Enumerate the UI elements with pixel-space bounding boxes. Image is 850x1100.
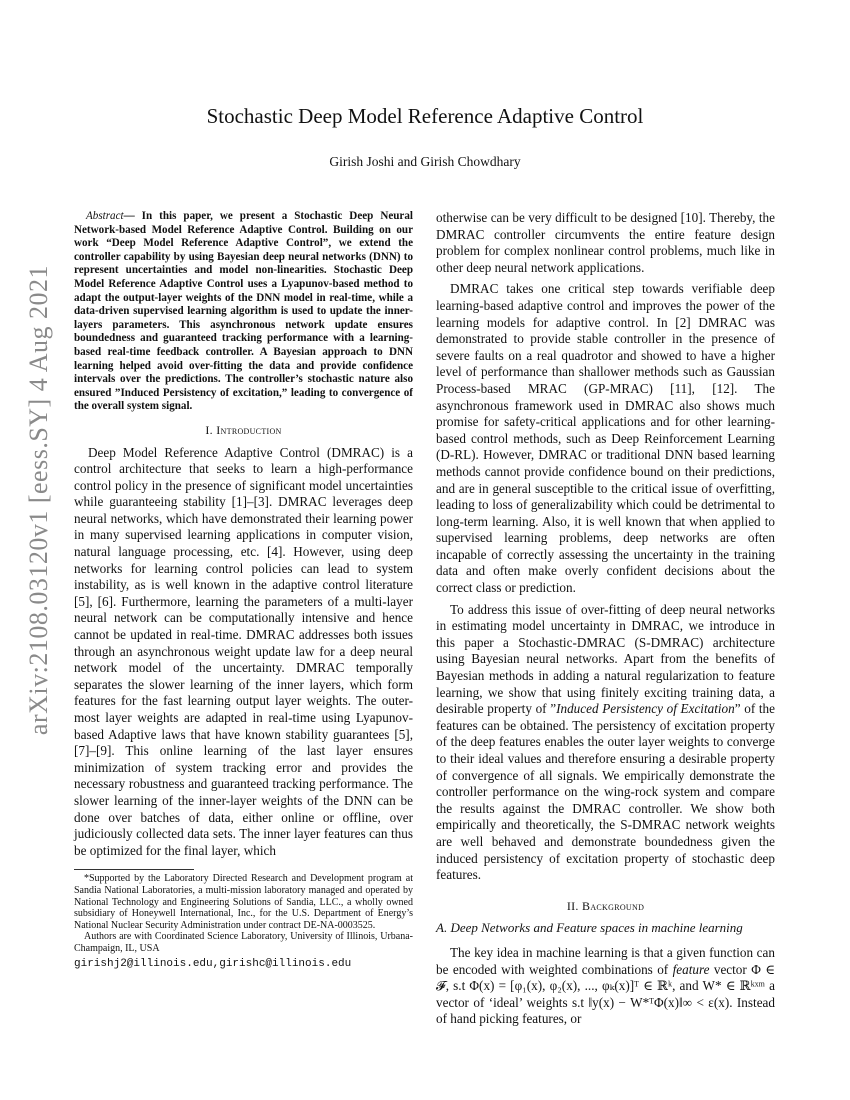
paragraph-text: ” of the features can be obtained. The persistency of excitation property of the deep features enables the outer layer weights to converge to their ideal values and therefore ensuring a desirable property of convergence of all signals. We empirically demonstrate the controller performance on the wing-rock system and compare the results against the DMRAC controller. We show both empirically and theoretically, the S-DMRAC network weights are well behaved and demonstrate boundedness given the induced persistency of excitation property of stochastic deep features. (436, 701, 776, 883)
arxiv-id-text: arXiv:2108.03120v1 [eess.SY] 4 Aug 2021 (24, 264, 54, 736)
section-heading-introduction: I. Introduction (205, 422, 282, 437)
subsection-heading: A. Deep Networks and Feature spaces in machine learning (436, 920, 743, 936)
left-column (74, 210, 413, 972)
paragraph-text: To address this issue of over-fitting of deep neural networks in estimating model uncertainty in DMRAC, we introduce in this paper a Stochastic-DMRAC (S-DMRAC) architecture using Bayesian neural networks. Apart from the benefits of Bayesian methods in adding a natural regularization to feature learning, we show that using finitely exciting training data, a desirable property of ” (436, 601, 775, 717)
paper-title: Stochastic Deep Model Reference Adaptive Control (206, 104, 644, 128)
paper-authors: Girish Joshi and Girish Chowdhary (329, 154, 521, 169)
footnote-divider (74, 869, 194, 870)
author-emails: girishj2@illinois.edu,girishc@illinois.edu (74, 957, 352, 970)
section-heading-background: II. Background (566, 898, 645, 913)
emphasis-text: feature (672, 961, 710, 977)
abstract (74, 210, 413, 414)
paragraph-text: The key idea in machine learning is that a given function can be encoded with weighted combinations of (436, 944, 775, 977)
intro-paragraph: Deep Model Reference Adaptive Control (DMRAC) is a control architecture that seeks to learn a high-performance control policy in the presence of significant model uncertainties while guaranteeing stability [1]–[3]. DMRAC leverages deep neural networks, which have demonstrated their learning power in many supervised learning applications in computer vision, natural language processing, etc. [4]. However, using deep networks for learning control policies can lead to system instability, as is well known in the adaptive control literature [5], [6]. Furthermore, learning the parameters of a multi-layer neural network can be computationally intensive and hence cannot be updated in real-time. DMRAC addresses both issues through an asynchronous weight update law for a deep neural network model of the uncertainty. DMRAC temporally separates the slower learning of the inner layers, which form features for the fast learning output layer weights. The outer-most layer weights are adapted in real-time using Lyapunov-based Adaptive laws that have known stability guarantees [5], [7]–[9]. This online learning of the last layer ensures minimization of system tracking error and provides the necessary robustness and guaranteed tracking performance. The slower learning of the inner-layer weights of the DNN can be done over batches of data, either online or offline, over judiciously collected data sets. The inner layer features can thus be optimized for the final layer, which (74, 444, 413, 858)
emphasis-text: Induced Persistency of Excitation (556, 701, 735, 717)
arxiv-identifier-stamp (14, 264, 64, 736)
body-paragraph (436, 945, 775, 1028)
right-column (436, 210, 775, 1033)
author-affiliation: Authors are with Coordinated Science Laboratory, University of Illinois, Urbana-Champaign, IL, USA (74, 931, 413, 954)
body-paragraph: otherwise can be very difficult to be designed [10]. Thereby, the DMRAC controller circumvents the entire feature design problem for complex nonlinear control problems, much like in other deep neural network applications. (436, 210, 775, 275)
funding-footnote: *Supported by the Laboratory Directed Research and Development program at Sandia National Laboratories, a multi-mission laboratory managed and operated by National Technology and Engineering Solutions of Sandia, LLC., a wholly owned subsidiary of Honeywell International, Inc., for the U.S. Department of Energy’s National Nuclear Security Administration under contract DE-NA-0003525. (74, 873, 413, 931)
body-paragraph: DMRAC takes one critical step towards verifiable deep learning-based adaptive control and improves the power of the learning models for adaptive control. In [2] DMRAC was demonstrated to provide stable controller in the presence of severe faults on a real quadrotor and showed to have a higher level of performance than shallower methods such as Gaussian Process-based MRAC (GP-MRAC) [11], [12]. The asynchronous framework used in DMRAC also shows much promise for safety-critical applications and for other learning-based control methods, such as Deep Reinforcement Learning (D-RL). However, DMRAC or traditional DNN based learning methods cannot provide confidence bound on their predictions, and are in general susceptible to the critical issue of overfitting, leading to loss of generalizability which could be detrimental to long-term learning. Also, it is well known that when applied to supervised learning problems, deep networks are often incapable of correctly assessing the uncertainty in the training data and often make overly confident decisions about the correct class or prediction. (436, 281, 775, 596)
paragraph-text: vector Φ ∈ 𝓕, s.t Φ(x) = [φ₁(x), φ₂(x), ..., φₖ(x)]ᵀ ∈ ℝᵏ, and W* ∈ ℝᵏˣᵐ a vector of ‘ideal’ weights s.t ‖y(x) − W*ᵀΦ(x)‖∞ < ε(x). Instead of hand picking features, or (436, 961, 775, 1027)
abstract-text: — In this paper, we present a Stochastic Deep Neural Network-based Model Reference Adaptive Control. Building on our work “Deep Model Reference Adaptive Control”, we extend the controller capability by using Bayesian deep neural networks (DNN) to represent uncertainties and model non-linearities. Stochastic Deep Model Reference Adaptive Control uses a Lyapunov-based method to adapt the output-layer weights of the DNN model in real-time, while a data-driven supervised learning algorithm is used to update the inner-layers parameters. This asynchronous network update ensures boundedness and guaranteed tracking performance with a learning-based real-time feedback controller. A Bayesian approach to DNN learning helped avoid over-fitting the data and provide confidence intervals over the predictions. The controller’s stochastic nature also ensured ”Induced Persistency of excitation,” leading to convergence of the overall system signal. (74, 210, 413, 413)
abstract-label: Abstract (86, 210, 124, 222)
body-paragraph (436, 602, 775, 884)
